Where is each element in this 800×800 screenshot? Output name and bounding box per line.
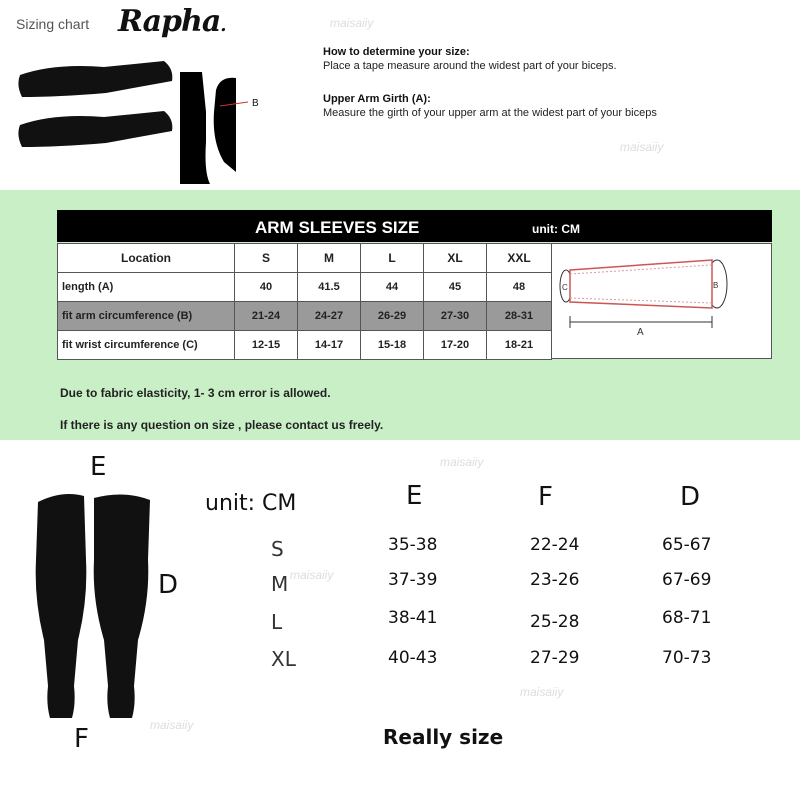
column-header: M	[298, 244, 361, 273]
table-cell: 27-30	[424, 302, 487, 331]
leg-size-label: M	[271, 572, 289, 596]
table-cell: 44	[361, 273, 424, 302]
how-body: Place a tape measure around the widest part of your biceps.	[323, 60, 617, 72]
upper-arm-girth	[323, 93, 657, 119]
table-cell: 40	[235, 273, 298, 302]
table-cell: 24-27	[298, 302, 361, 331]
table-cell: 45	[424, 273, 487, 302]
column-header: S	[235, 244, 298, 273]
girth-title: Upper Arm Girth (A):	[323, 93, 431, 105]
table-cell: 17-20	[424, 331, 487, 360]
watermark: maisaiiy	[330, 16, 374, 30]
leg-sleeves-image	[32, 490, 160, 722]
leg-label-f: F	[74, 724, 89, 754]
leg-value: 67-69	[662, 570, 712, 590]
table-row	[58, 302, 552, 331]
table-row	[58, 331, 552, 360]
leg-col-header-f: F	[538, 482, 553, 512]
leg-value: 37-39	[388, 570, 438, 590]
watermark: maisaiiy	[150, 718, 194, 732]
column-header: XXL	[487, 244, 552, 273]
leg-value: 38-41	[388, 608, 438, 628]
table-cell: 48	[487, 273, 552, 302]
leg-value: 68-71	[662, 608, 712, 628]
table-cell: 21-24	[235, 302, 298, 331]
sleeve-table-header-bar	[57, 210, 772, 242]
brand-name: Rapha	[118, 4, 221, 39]
leg-value: 70-73	[662, 648, 712, 668]
table-cell: 26-29	[361, 302, 424, 331]
table-cell: 41.5	[298, 273, 361, 302]
table-row	[58, 273, 552, 302]
table-header-row	[58, 244, 552, 273]
leg-label-d: D	[158, 570, 179, 600]
how-to-measure	[323, 46, 617, 72]
row-location: fit arm circumference (B)	[58, 302, 235, 331]
biceps-marker: B	[252, 98, 259, 109]
sleeve-table-title: ARM SLEEVES SIZE	[255, 218, 420, 237]
arm-sleeves-image	[14, 55, 174, 165]
leg-col-header-e: E	[406, 481, 423, 511]
watermark: maisaiiy	[620, 140, 664, 154]
arm-measure-figure	[180, 72, 270, 184]
diagram-label-a: A	[637, 327, 644, 338]
column-header: XL	[424, 244, 487, 273]
watermark: maisaiiy	[440, 455, 484, 469]
elasticity-note: Due to fabric elasticity, 1- 3 cm error is allowed.	[60, 386, 331, 400]
column-header: L	[361, 244, 424, 273]
girth-body: Measure the girth of your upper arm at the widest part of your biceps	[323, 107, 657, 119]
how-title: How to determine your size:	[323, 46, 470, 58]
table-cell: 15-18	[361, 331, 424, 360]
brand-logo: Rapha.	[118, 4, 226, 39]
sleeve-diagram	[551, 243, 772, 359]
leg-value: 40-43	[388, 648, 438, 668]
table-cell: 28-31	[487, 302, 552, 331]
table-cell: 14-17	[298, 331, 361, 360]
watermark: maisaiiy	[290, 568, 334, 582]
sizing-chart-label: Sizing chart	[16, 16, 90, 32]
leg-size-label: S	[271, 537, 284, 561]
column-header: Location	[58, 244, 235, 273]
sleeve-table-unit: unit: CM	[532, 222, 580, 236]
sleeve-measure-diagram	[552, 244, 771, 358]
row-location: fit wrist circumference (C)	[58, 331, 235, 360]
row-location: length (A)	[58, 273, 235, 302]
leg-size-label: XL	[271, 647, 296, 671]
table-cell: 12-15	[235, 331, 298, 360]
leg-value: 25-28	[530, 612, 580, 632]
sleeve-size-table	[57, 243, 552, 360]
diagram-label-c: C	[562, 283, 568, 292]
leg-label-e: E	[90, 452, 107, 482]
diagram-label-b: B	[713, 281, 719, 290]
leg-size-label: L	[271, 610, 283, 634]
really-size-caption: Really size	[383, 725, 504, 749]
leg-col-header-d: D	[680, 482, 701, 512]
leg-value: 35-38	[388, 535, 438, 555]
leg-value: 22-24	[530, 535, 580, 555]
leg-value: 23-26	[530, 570, 580, 590]
contact-note: If there is any question on size , please contact us freely.	[60, 418, 384, 432]
leg-unit: unit: CM	[205, 491, 297, 516]
leg-value: 27-29	[530, 648, 580, 668]
leg-value: 65-67	[662, 535, 712, 555]
table-cell: 18-21	[487, 331, 552, 360]
watermark: maisaiiy	[520, 685, 564, 699]
